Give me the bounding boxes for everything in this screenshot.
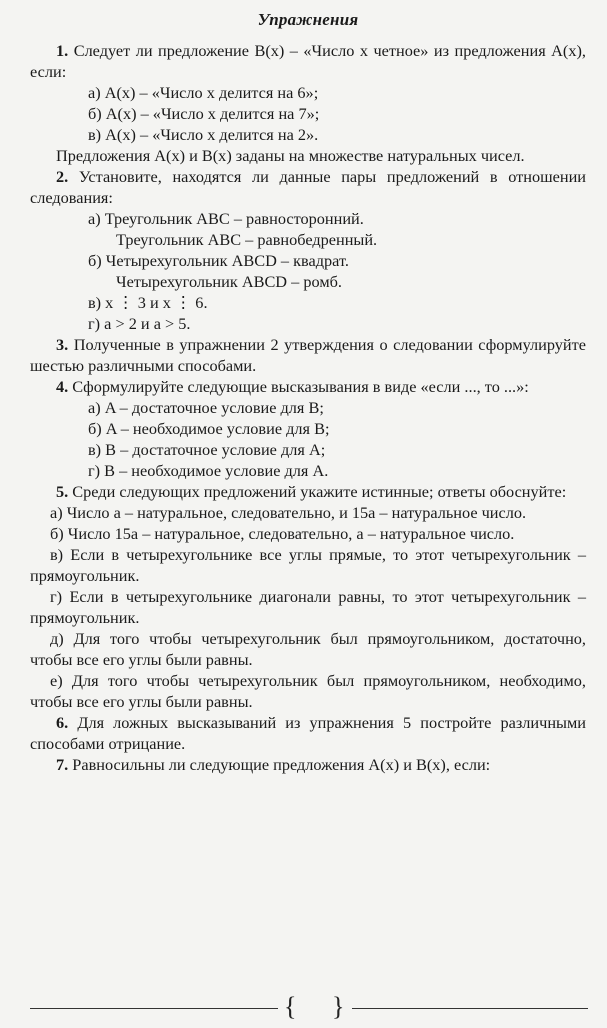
exercise-7 <box>30 754 586 775</box>
footer-rule-left <box>30 1008 278 1009</box>
exercise-number: 1. <box>56 41 69 60</box>
exercise-text: Установите, находятся ли данные пары предложений в отношении следования: <box>30 167 586 207</box>
exercise-number: 3. <box>56 335 69 354</box>
list-item: д) Для того чтобы четырехугольник был прямоугольником, достаточно, чтобы все его углы были равны. <box>30 629 586 669</box>
footer-rule-right <box>352 1008 588 1009</box>
list-item: в) B – достаточное условие для A; <box>88 440 326 459</box>
exercise-number: 7. <box>56 755 69 774</box>
exercise-note: Предложения A(x) и B(x) заданы на множестве натуральных чисел. <box>56 146 525 165</box>
list-item: б) Число 15a – натуральное, следовательно, a – натуральное число. <box>50 524 515 543</box>
exercise-2 <box>30 166 586 208</box>
page-content <box>30 8 586 775</box>
list-item: а) A – достаточное условие для B; <box>88 398 324 417</box>
list-item-continuation: Четырехугольник ABCD – ромб. <box>116 272 342 291</box>
list-item: в) Если в четырехугольнике все углы прямые, то этот четырехугольник – прямоугольник. <box>30 545 586 585</box>
exercise-text: Сформулируйте следующие высказывания в виде «если ..., то ...»: <box>72 377 529 396</box>
list-item: б) Четырехугольник ABCD – квадрат. <box>88 251 349 270</box>
exercise-number: 4. <box>56 377 69 396</box>
list-item: г) B – необходимое условие для A. <box>88 461 329 480</box>
list-item: б) A – необходимое условие для B; <box>88 419 330 438</box>
exercise-1 <box>30 40 586 82</box>
exercise-number: 5. <box>56 482 69 501</box>
list-item: а) Треугольник ABC – равносторонний. <box>88 209 364 228</box>
exercise-3 <box>30 334 586 376</box>
footer-right-brace: } <box>332 992 345 1021</box>
section-title: Упражнения <box>257 10 359 29</box>
exercise-text: Равносильны ли следующие предложения A(x) и B(x), если: <box>72 755 491 774</box>
exercise-text: Для ложных высказываний из упражнения 5 постройте различными способами отрицание. <box>30 713 586 753</box>
footer-left-brace: { <box>284 992 297 1021</box>
page-footer <box>0 992 607 1026</box>
list-item: а) A(x) – «Число x делится на 6»; <box>88 83 319 102</box>
exercise-4 <box>30 376 586 397</box>
exercise-number: 6. <box>56 713 69 732</box>
exercise-number: 2. <box>56 167 69 186</box>
exercise-text: Следует ли предложение B(x) – «Число x четное» из предложения A(x), если: <box>30 41 586 81</box>
list-item-continuation: Треугольник ABC – равнобедренный. <box>116 230 378 249</box>
list-item: г) Если в четырехугольнике диагонали равны, то этот четырехугольник – прямоугольник. <box>30 587 586 627</box>
exercise-6 <box>30 712 586 754</box>
list-item: в) A(x) – «Число x делится на 2». <box>88 125 319 144</box>
exercise-text: Полученные в упражнении 2 утверждения о следовании сформулируйте шестью различными способами. <box>30 335 586 375</box>
list-item: б) A(x) – «Число x делится на 7»; <box>88 104 320 123</box>
list-item: а) Число a – натуральное, следовательно, и 15a – натуральное число. <box>50 503 527 522</box>
list-item: е) Для того чтобы четырехугольник был прямоугольником, необходимо, чтобы все его углы были равны. <box>30 671 586 711</box>
exercise-text: Среди следующих предложений укажите истинные; ответы обоснуйте: <box>72 482 567 501</box>
exercise-5 <box>30 481 586 502</box>
list-item: г) a > 2 и a > 5. <box>88 314 191 333</box>
list-item: в) x ⋮ 3 и x ⋮ 6. <box>88 293 208 312</box>
